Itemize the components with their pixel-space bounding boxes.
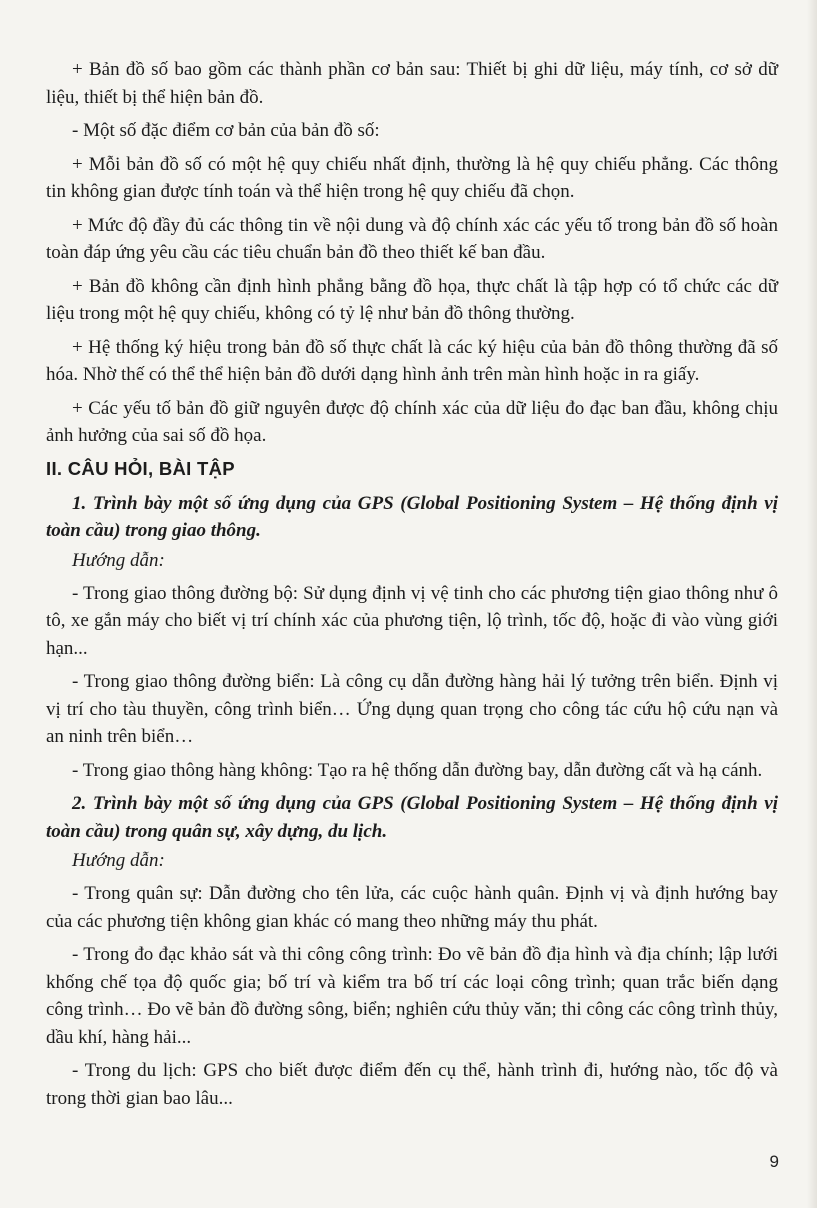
page-number: 9 (769, 1152, 779, 1171)
paragraph-reference-system: + Mỗi bản đồ số có một hệ quy chiếu nhất định, thường là hệ quy chiếu phẳng. Các thông tin không gian được tính toán và thể hiện trong hệ quy chiếu đã chọn. (46, 153, 778, 202)
answer-road: - Trong giao thông đường bộ: Sử dụng định vị vệ tinh cho các phương tiện giao thông như ô tô, xe gắn máy cho biết vị trí chính xác của phương tiện, lộ trình, tốc độ, hoặc đi vào vùng giới hạn... (46, 582, 778, 659)
paragraph-components: + Bản đồ số bao gồm các thành phần cơ bản sau: Thiết bị ghi dữ liệu, máy tính, cơ sở dữ liệu, thiết bị thể hiện bản đồ. (46, 59, 778, 108)
answer-surveying: - Trong đo đạc khảo sát và thi công công trình: Đo vẽ bản đồ địa hình và địa chính; lập lưới khống chế tọa độ quốc gia; bố trí và kiểm tra bố trí các loại công trình; quan trắc biến dạng công trình… Đo vẽ bản đồ đường sông, biển; nghiên cứu thủy văn; thi công các công trình thủy, dầu khí, hàng hải... (46, 944, 778, 1048)
page-content (46, 56, 778, 1118)
guide-label-2: Hướng dẫn: (72, 850, 165, 871)
paragraph-no-scale: + Bản đồ không cần định hình phẳng bằng đồ họa, thực chất là tập hợp có tổ chức các dữ liệu trong một hệ quy chiếu, không có tỷ lệ như bản đồ thông thường. (46, 275, 778, 324)
question-1: 1. Trình bày một số ứng dụng của GPS (Global Positioning System – Hệ thống định vị toàn cầu) trong giao thông. (46, 492, 778, 541)
answer-sea: - Trong giao thông đường biển: Là công cụ dẫn đường hàng hải lý tưởng trên biển. Định vị vị trí cho tàu thuyền, công trình biển… Ứng dụng quan trọng cho công tác cứu hộ cứu nạn và an ninh trên biển… (46, 671, 778, 747)
guide-label-1: Hướng dẫn: (72, 549, 165, 571)
answer-tourism: - Trong du lịch: GPS cho biết được điểm đến cụ thể, hành trình đi, hướng nào, tốc độ và trong thời gian bao lâu... (46, 1060, 778, 1109)
paragraph-symbols: + Hệ thống ký hiệu trong bản đồ số thực chất là các ký hiệu của bản đồ thông thường đã số hóa. Nhờ thế có thể thể hiện bản đồ dưới dạng hình ảnh trên màn hình hoặc in ra giấy. (46, 336, 778, 385)
section-heading: II. CÂU HỎI, BÀI TẬP (46, 457, 235, 479)
paragraph-completeness: + Mức độ đầy đủ các thông tin về nội dung và độ chính xác các yếu tố trong bản đồ số hoàn toàn đáp ứng yêu cầu các tiêu chuẩn bản đồ theo thiết kế ban đầu. (46, 214, 778, 263)
answer-air: - Trong giao thông hàng không: Tạo ra hệ thống dẫn đường bay, dẫn đường cất và hạ cánh. (72, 759, 763, 781)
paragraph-features-intro: - Một số đặc điểm cơ bản của bản đồ số: (72, 120, 380, 141)
answer-military: - Trong quân sự: Dẫn đường cho tên lửa, các cuộc hành quân. Định vị và định hướng bay của các phương tiện không gian khác có mang theo những máy thu phát. (46, 883, 778, 932)
page-edge-shadow (807, 0, 817, 1208)
paragraph-accuracy: + Các yếu tố bản đồ giữ nguyên được độ chính xác của dữ liệu đo đạc ban đầu, không chịu ảnh hưởng của sai số đồ họa. (46, 397, 778, 446)
question-2: 2. Trình bày một số ứng dụng của GPS (Global Positioning System – Hệ thống định vị toàn cầu) trong quân sự, xây dựng, du lịch. (46, 793, 778, 842)
